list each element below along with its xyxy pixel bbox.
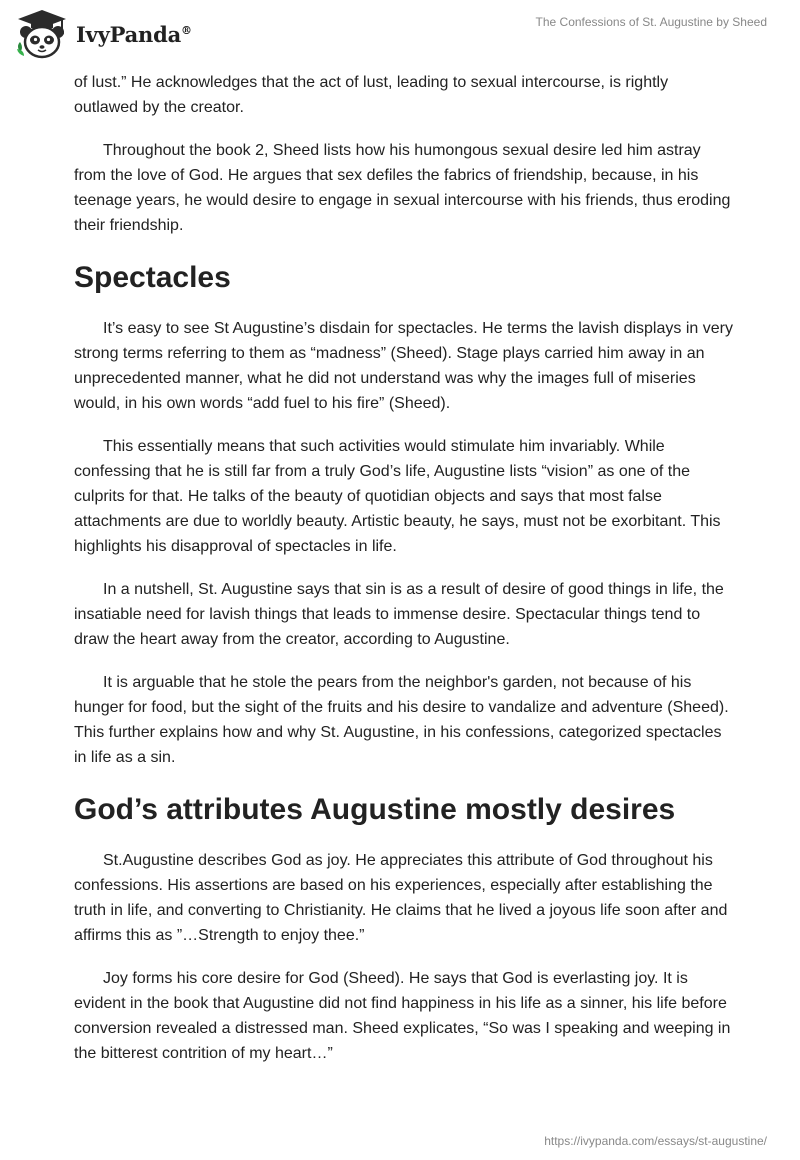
paragraph: In a nutshell, St. Augustine says that sin is as a result of desire of good things in life, the insatiable need for lavish things that leads to immense desire. Spectacular things tend to draw the heart away from the creator, according to Augustine. [74,581,724,648]
paragraph: Throughout the book 2, Sheed lists how his humongous sexual desire led him astray from the love of God. He argues that sex defiles the fabrics of friendship, because, in his teenage years, he would desire to engage in sexual intercourse with his friends, thus eroding their friendship. [74,142,731,234]
section-heading-spectacles: Spectacles [74,261,231,294]
panda-graduate-icon [14,8,70,60]
ivypanda-logo[interactable] [14,8,192,60]
paragraph: This essentially means that such activities would stimulate him invariably. While confessing that he is still far from a truly God’s life, Augustine lists “vision” as one of the culprits for that. He talks of the beauty of quotidian objects and says that most false attachments are due to worldly beauty. Artistic beauty, he says, must not be exorbitant. This highlights his disapproval of spectacles in life. [74,438,721,555]
page-header [0,0,800,70]
logo-wordmark: IvyPanda® [76,21,192,47]
essay-body [74,70,734,1084]
paragraph: St.Augustine describes God as joy. He appreciates this attribute of God throughout his confessions. His assertions are based on his experiences, especially after establishing the truth in life, and converting to Christianity. He claims that he lived a joyous life soon after and affirms this as ”…Strength to enjoy thee.” [74,852,728,944]
paragraph: Joy forms his core desire for God (Sheed). He says that God is everlasting joy. It is evident in the book that Augustine did not find happiness in his life as a sinner, his life before conversion revealed a distressed man. Sheed explicates, “So was I speaking and weeping in the bitterest contrition of my heart…” [74,970,731,1062]
document-title: The Confessions of St. Augustine by Sheed [535,15,767,29]
section-heading-gods-attributes: God’s attributes Augustine mostly desires [74,793,676,826]
paragraph: of lust.” He acknowledges that the act of lust, leading to sexual intercourse, is rightly outlawed by the creator. [74,74,669,116]
paragraph: It is arguable that he stole the pears from the neighbor's garden, not because of his hunger for food, but the sight of the fruits and his desire to vandalize and adventure (Sheed). This further explains how and why St. Augustine, in his confessions, categorized spectacles in life as a sin. [74,674,729,766]
source-url-link[interactable]: https://ivypanda.com/essays/st-augustine/ [544,1134,767,1148]
paragraph: It’s easy to see St Augustine’s disdain for spectacles. He terms the lavish displays in very strong terms referring to them as “madness” (Sheed). Stage plays carried him away in an unprecedented manner, what he did not understand was why the images full of miseries would, in his own words “add fuel to his fire” (Sheed). [74,320,733,412]
